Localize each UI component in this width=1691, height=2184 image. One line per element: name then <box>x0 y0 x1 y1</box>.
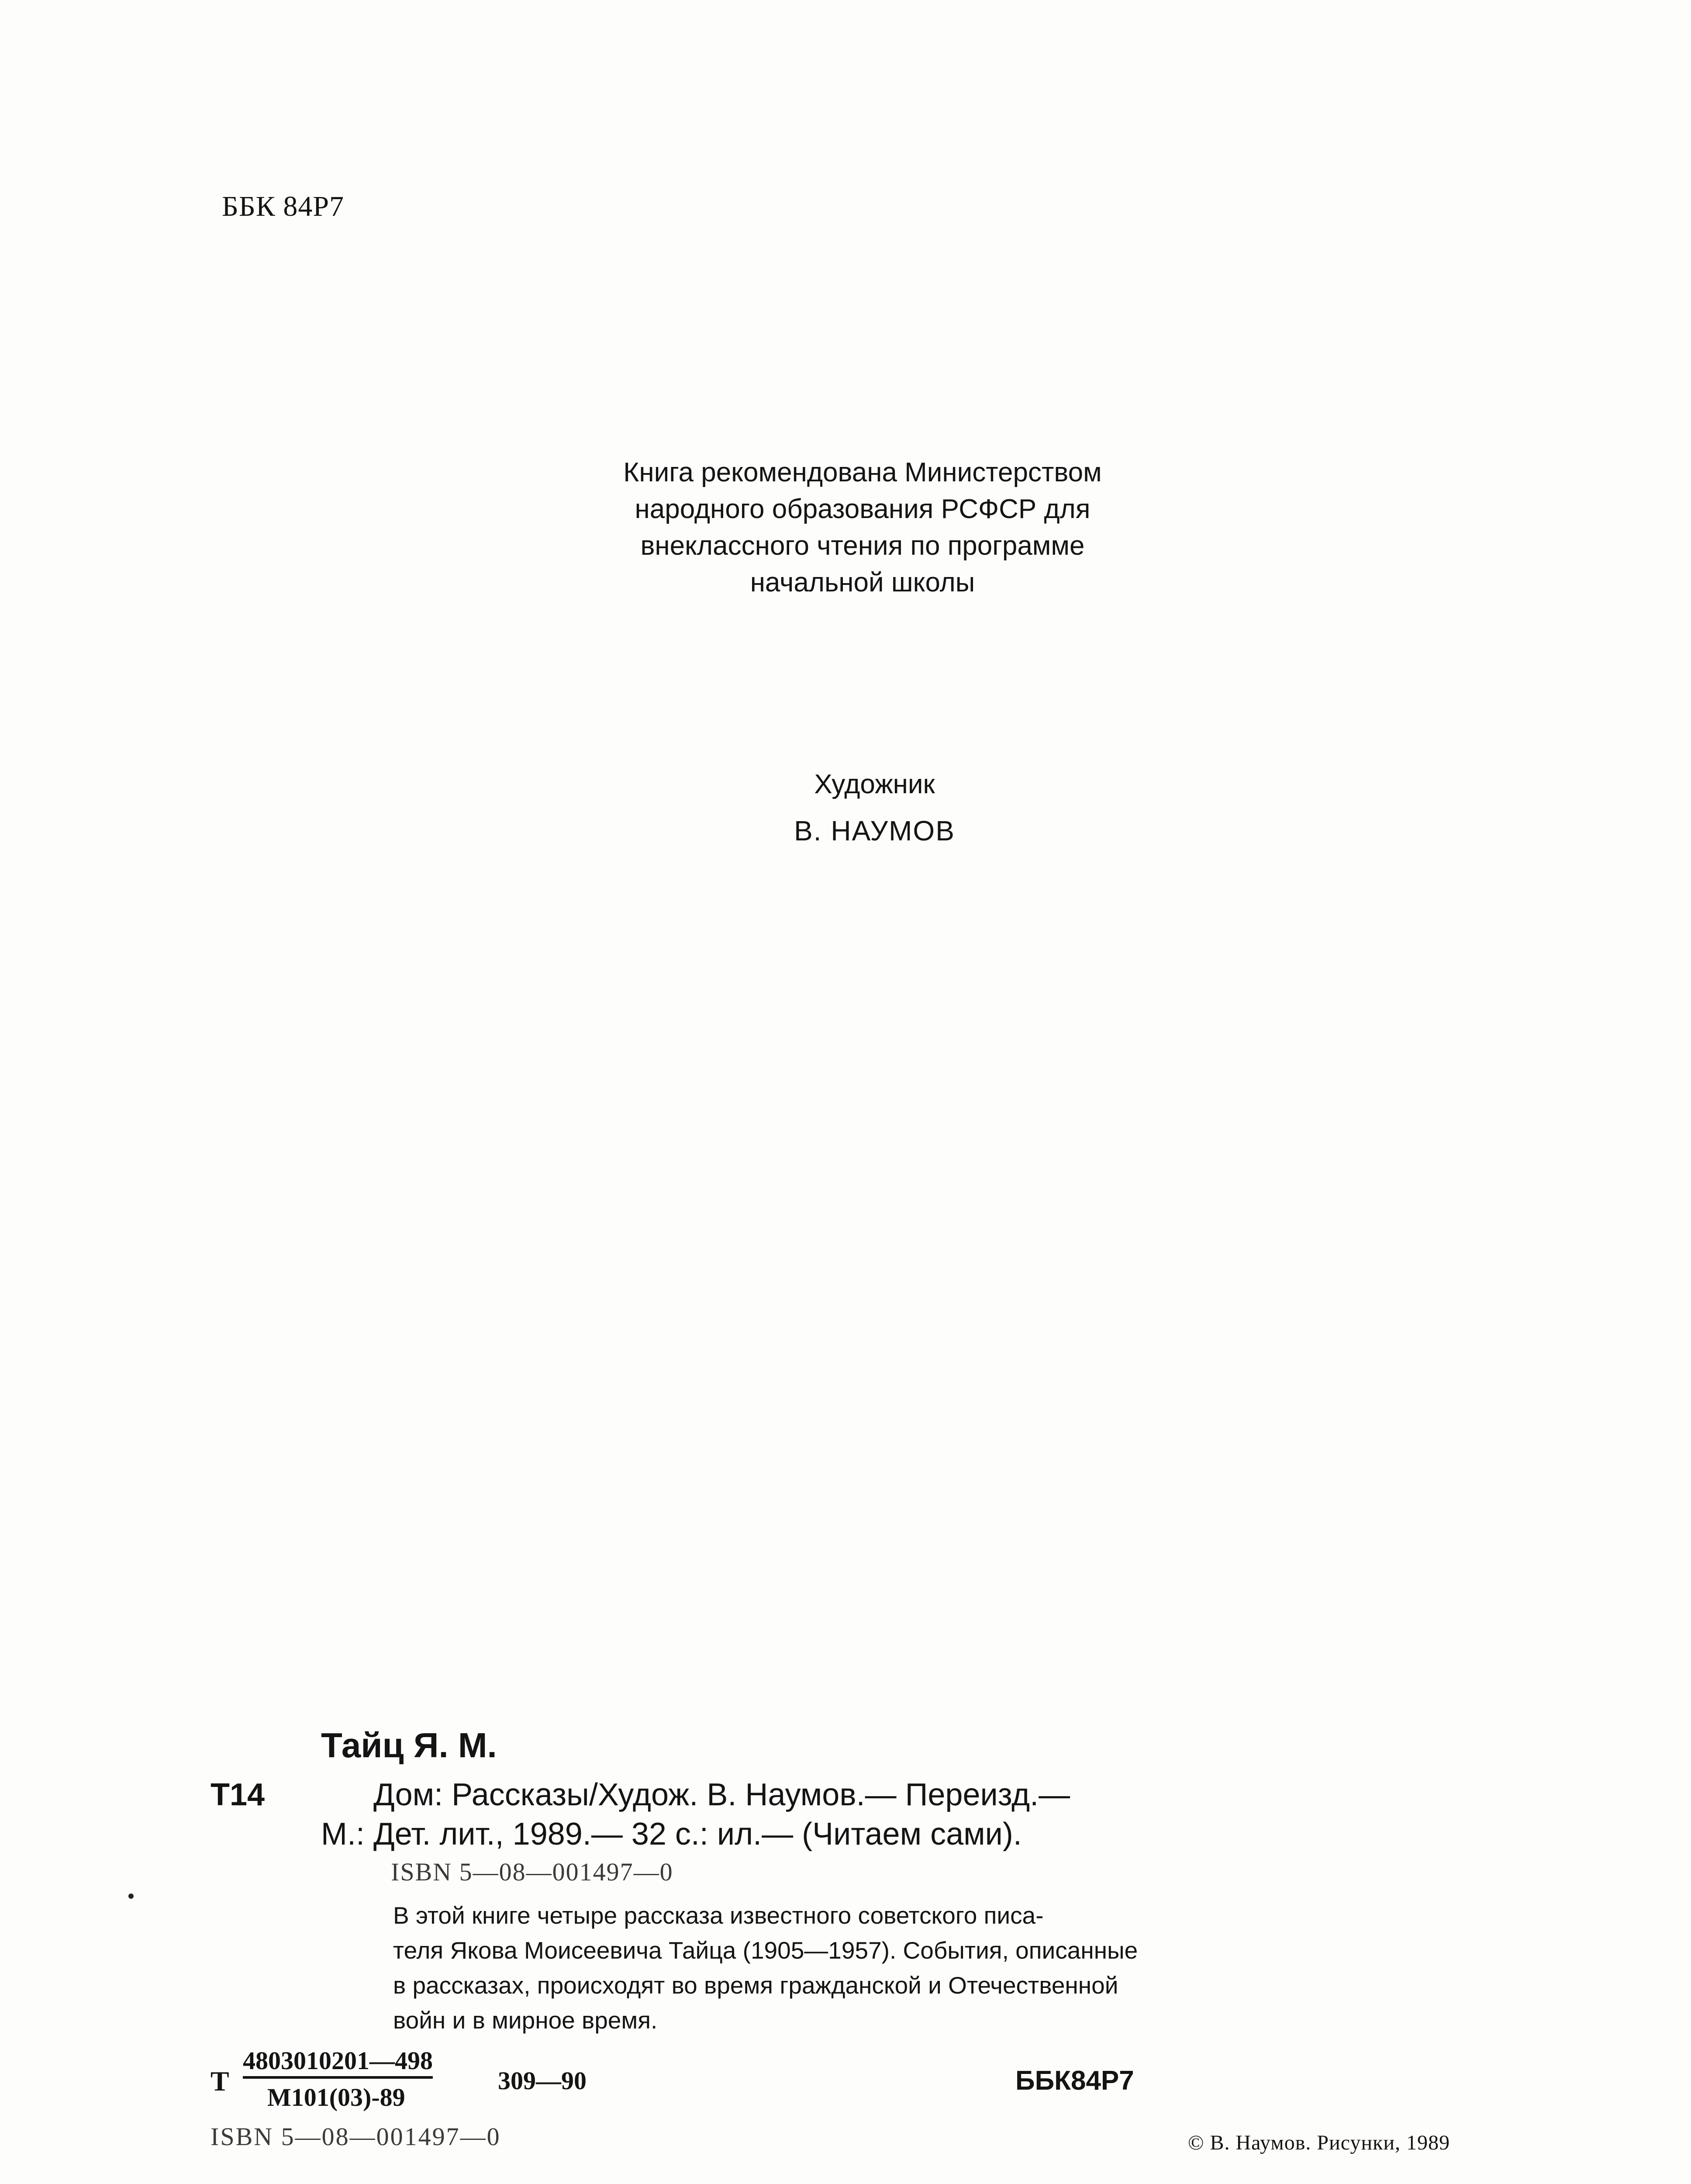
catalog-author: Тайц Я. М. <box>321 1726 497 1765</box>
catalog-isbn: ISBN 5—08—001497—0 <box>391 1858 673 1886</box>
catalog-title-line: Дом: Рассказы/Худож. В. Наумов.— Переизд.— <box>373 1777 1070 1812</box>
annotation-line: В этой книге четыре рассказа известного советского писа- <box>393 1902 1044 1929</box>
recommendation-line: начальной школы <box>750 567 975 598</box>
bbk-classification-bottom: ББК84Р7 <box>1015 2066 1134 2096</box>
index-code: 309—90 <box>498 2067 587 2095</box>
recommendation-line: внеклассного чтения по программе <box>640 531 1085 561</box>
recommendation-note <box>437 454 1288 601</box>
index-letter: Т <box>211 2066 229 2097</box>
recommendation-line: народного образования РСФСР для <box>635 494 1091 524</box>
catalog-call-number: Т14 <box>211 1777 265 1812</box>
annotation-line: теля Якова Моисеевича Тайца (1905—1957). События, описанные <box>393 1937 1138 1964</box>
index-numerator: 4803010201—498 <box>243 2046 433 2079</box>
catalog-annotation <box>393 1898 1262 2038</box>
index-denominator: М101(03)-89 <box>267 2083 405 2111</box>
recommendation-line: Книга рекомендована Министерством <box>623 457 1102 487</box>
annotation-line: войн и в мирное время. <box>393 2007 658 2034</box>
artist-name: В. НАУМОВ <box>794 815 955 847</box>
catalog-publication-line: М.: Дет. лит., 1989.— 32 с.: ил.— (Читаем сами). <box>321 1817 1022 1852</box>
isbn: ISBN 5—08—001497—0 <box>211 2122 501 2151</box>
bbk-classification: ББК 84Р7 <box>222 190 345 222</box>
annotation-line: в рассказах, происходят во время гражданской и Отечественной <box>393 1972 1118 1999</box>
print-dot <box>128 1894 134 1899</box>
artist-role: Художник <box>814 769 935 799</box>
copyright-line: © В. Наумов. Рисунки, 1989 <box>1188 2131 1450 2154</box>
